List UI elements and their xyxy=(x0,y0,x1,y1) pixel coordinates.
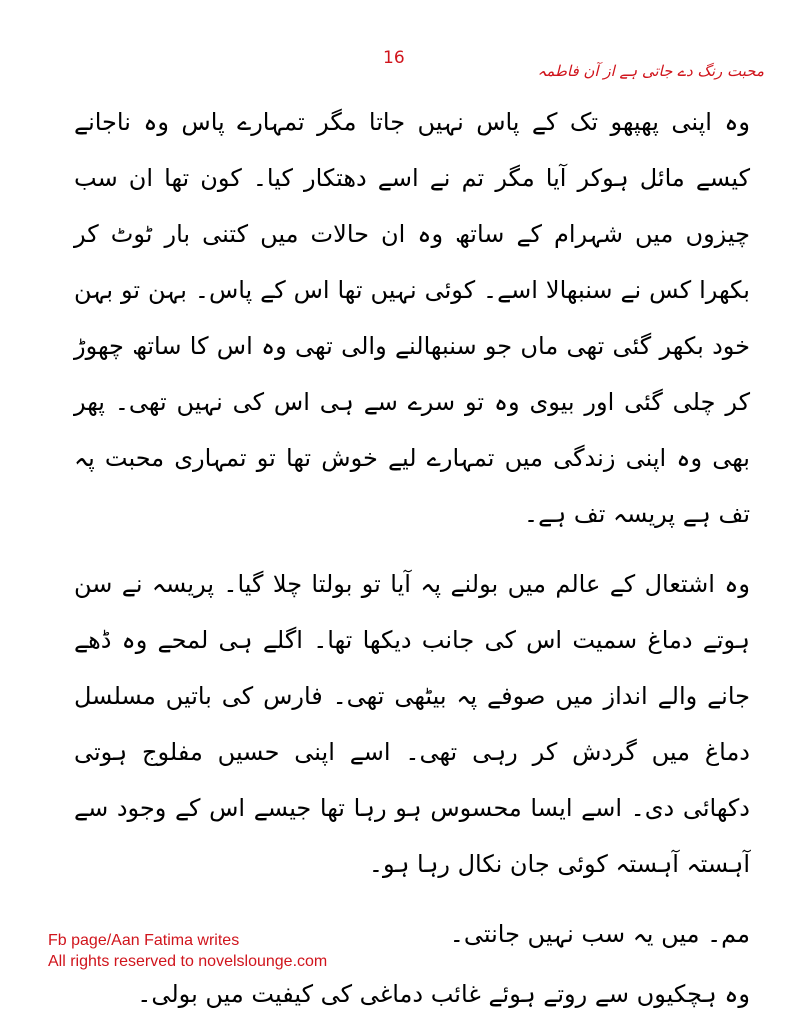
paragraph-2: وہ اشتعال کے عالم میں بولنے پہ آیا تو بولتا چلا گیا۔ پریسہ نے سن ہوتے دماغ سمیت اس کی جانب دیکھا تھا۔ اگلے ہی لمحے وہ ڈھے جانے والے انداز میں صوفے پہ بیٹھی تھی۔ فارس کی باتیں مسلسل دماغ میں گردش کر رہی تھی۔ اسے اپنی حسیں مفلوج ہوتی دکھائی دی۔ اسے ایسا محسوس ہو رہا تھا جیسے اس کے وجود سے آہستہ آہستہ کوئی جان نکال رہا ہو۔ xyxy=(74,570,750,878)
page-body xyxy=(74,94,750,1036)
paragraph-4: وہ ہچکیوں سے روتے ہوئے غائب دماغی کی کیفیت میں بولی۔ xyxy=(137,980,750,1008)
paragraph-1: وہ اپنی پھپھو تک کے پاس نہیں جاتا مگر تمہارے پاس وہ ناجانے کیسے مائل ہوکر آیا مگر تم نے اسے دھتکار کیا۔ کون تھا ان سب چیزوں میں شہرام کے ساتھ وہ ان حالات میں کتنی بار ٹوٹ کر بکھرا کس نے سنبھالا اسے۔ کوئی نہیں تھا اس کے پاس۔ بہن تو بہن خود بکھر گئی تھی ماں جو سنبھالنے والی تھی وہ اس کا ساتھ چھوڑ کر چلی گئی اور بیوی وہ تو سرے سے ہی اس کی نہیں تھی۔ پھر بھی وہ اپنی زندگی میں تمہارے لیے خوش تھا تو تمہاری محبت پہ تف ہے پریسہ تف ہے۔ xyxy=(74,108,750,528)
footer-line-rights: All rights reserved to novelslounge.com xyxy=(48,953,328,970)
page-number: 16 xyxy=(383,48,405,68)
paragraph-3: مم۔ میں یہ سب نہیں جانتی۔ xyxy=(449,920,750,948)
footer-credits xyxy=(48,930,327,972)
book-title: محبت رنگ دے جاتی ہے از آن فاطمہ xyxy=(537,62,764,80)
footer-line-facebook: Fb page/Aan Fatima writes xyxy=(48,932,240,949)
